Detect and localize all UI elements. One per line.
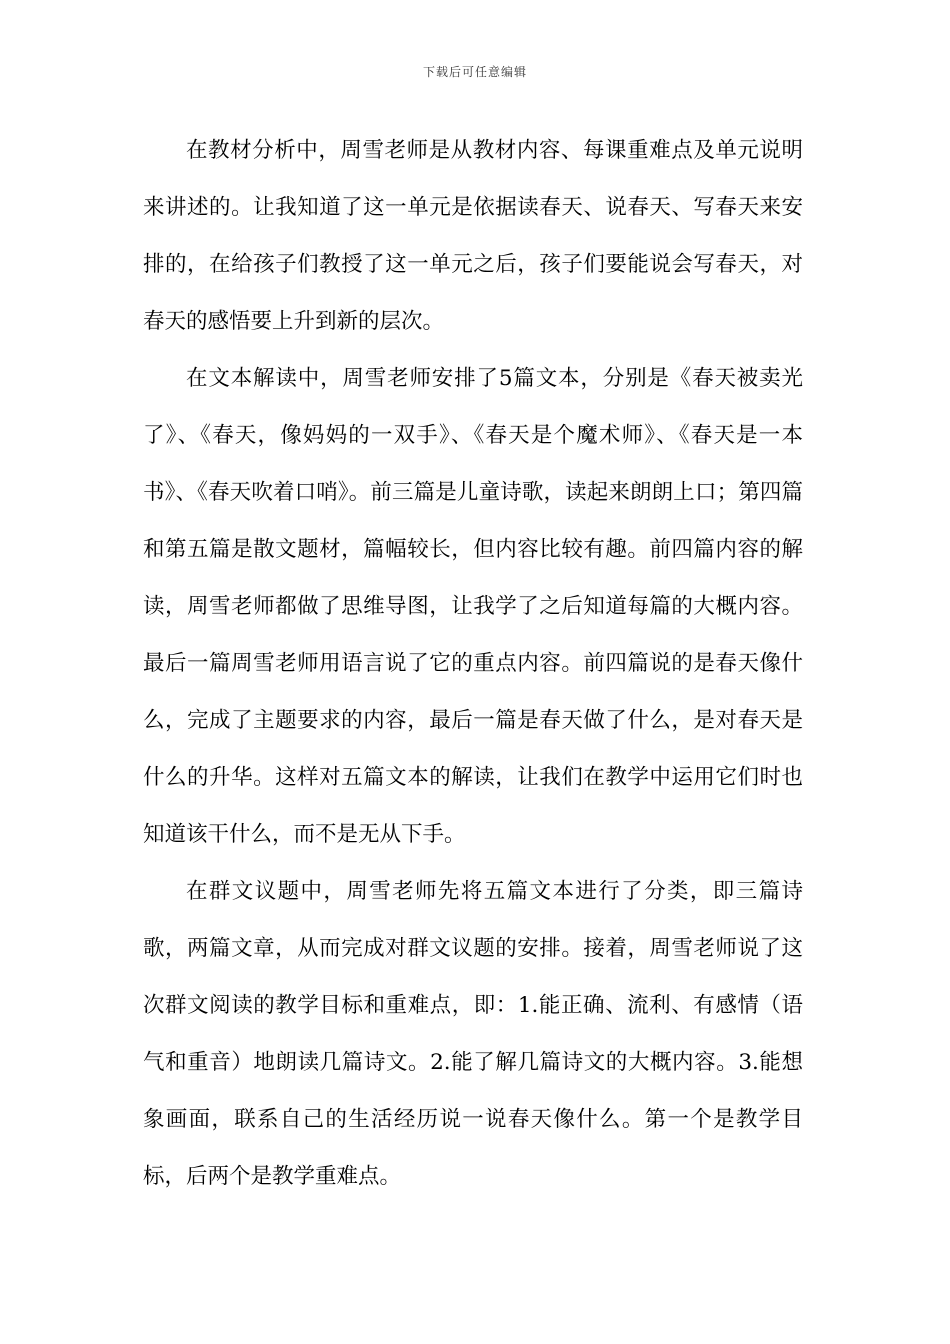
paragraph-text-interpretation: 在文本解读中，周雪老师安排了5篇文本，分别是《春天被卖光了》、《春天，像妈妈的一双手》、《春天是个魔术师》、《春天是一本书》、《春天吹着口哨》。前三篇是儿童诗歌，读起来朗朗上口；第四篇和第五篇是散文题材，篇幅较长，但内容比较有趣。前四篇内容的解读，周雪老师都做了思维导图，让我学了之后知道每篇的大概内容。最后一篇周雪老师用语言说了它的重点内容。前四篇说的是春天像什么，完成了主题要求的内容，最后一篇是春天做了什么，是对春天是什么的升华。这样对五篇文本的解读，让我们在教学中运用它们时也知道该干什么，而不是无从下手。 (143, 366, 803, 847)
paragraph-group-reading-topic: 在群文议题中，周雪老师先将五篇文本进行了分类，即三篇诗歌，两篇文章，从而完成对群文议题的安排。接着，周雪老师说了这次群文阅读的教学目标和重难点，即：1.能正确、流利、有感情（语气和重音）地朗读几篇诗文。2.能了解几篇诗文的大概内容。3.能想象画面，联系自己的生活经历说一说春天像什么。第一个是教学目标，后两个是教学重难点。 (143, 879, 803, 1189)
page-header: 下载后可任意编辑 (422, 65, 527, 79)
document-body (143, 122, 803, 1205)
paragraph-textbook-analysis: 在教材分析中，周雪老师是从教材内容、每课重难点及单元说明来讲述的。让我知道了这一单元是依据读春天、说春天、写春天来安排的，在给孩子们教授了这一单元之后，孩子们要能说会写春天，对春天的感悟要上升到新的层次。 (143, 138, 803, 334)
